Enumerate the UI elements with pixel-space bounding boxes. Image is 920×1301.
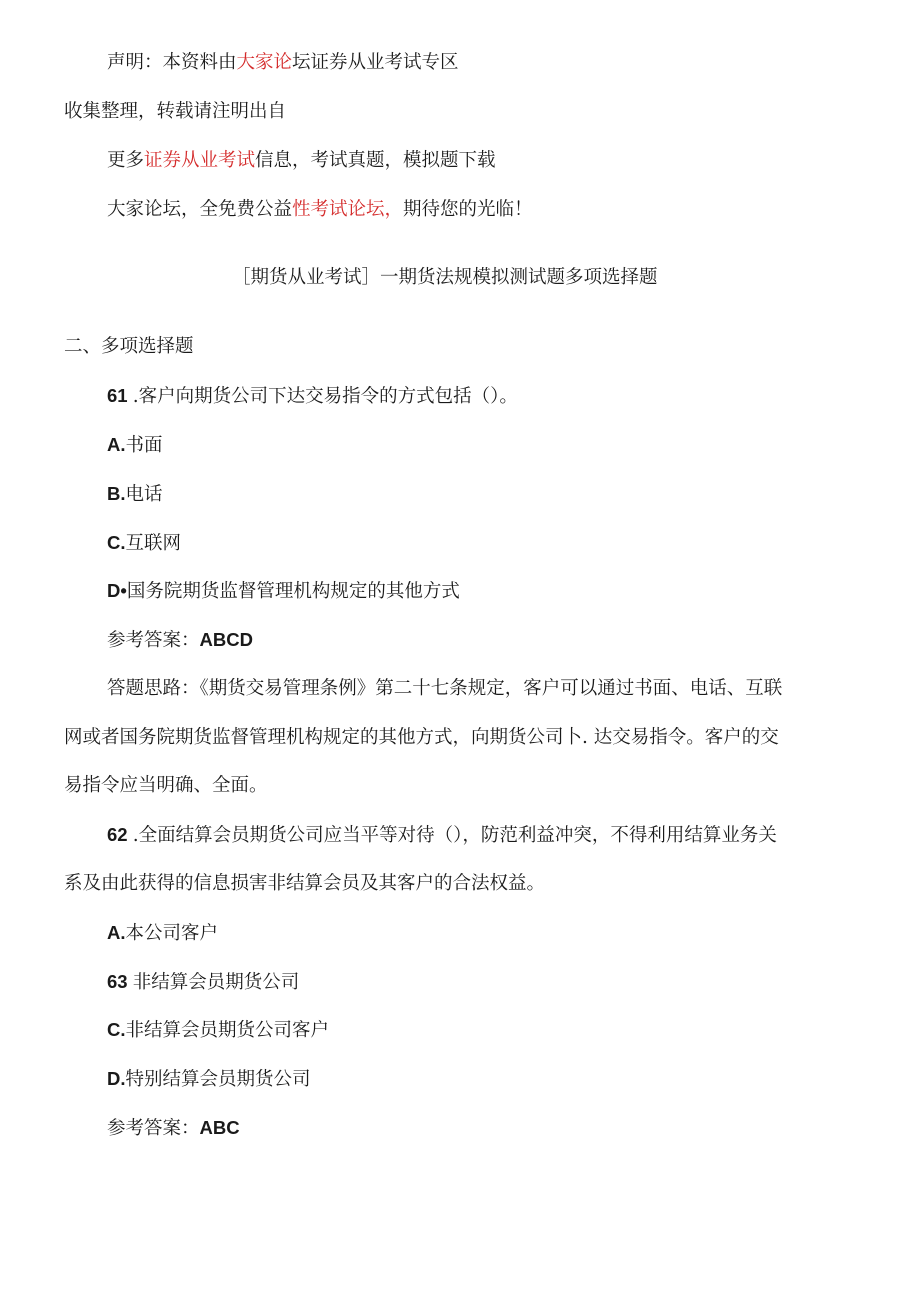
option-label: D• [107,580,127,601]
notice-line-3 [107,148,496,174]
question-62-line-2: 系及由此获得的信息损害非结算会员及其客户的合法权益。 [64,873,546,894]
option-text: 本公司客户 [125,923,219,944]
option-text: 非结算会员期货公司 [132,972,300,993]
answer-label: 参考答案： [107,1118,200,1139]
q61-option-a [107,432,163,459]
option-text: 非结算会员期货公司客户 [125,1020,330,1041]
option-text: 电话 [125,484,163,505]
notice-text: 期待您的光临！ [403,199,533,220]
notice-text: 坛证券从业考试专区 [292,52,459,73]
option-text: 国务院期货监督管理机构规定的其他方式 [126,581,460,602]
question-text: .客户向期货公司下达交易指令的方式包括（）。 [132,386,518,407]
q61-explanation-line-3: 易指令应当明确、全面。 [64,775,268,796]
question-number: 62 [107,824,133,845]
q61-answer [107,627,253,654]
q62-option-b [107,969,299,996]
notice-line-4 [107,197,533,223]
notice-text: 更多 [107,150,145,171]
notice-text: 声明：本资料由 [107,52,237,73]
question-number: 61 [107,385,133,406]
option-label: B. [107,483,126,504]
notice-text: 大家论坛，全免费公益 [107,199,293,220]
q62-answer [107,1115,240,1142]
option-label: C. [107,532,126,553]
q61-explanation-line-1: 答题思路：《期货交易管理条例》第二十七条规定，客户可以通过书面、电话、互联 [107,678,783,699]
question-text: .全面结算会员期货公司应当平等对待（），防范利益冲突，不得利用结算业务关 [132,825,777,846]
q61-option-d [107,578,460,605]
question-62 [107,822,777,849]
answer-label: 参考答案： [107,630,200,651]
document-title: ［期货从业考试］一期货法规模拟测试题多项选择题 [232,267,658,288]
q62-option-a [107,920,218,947]
notice-line-2: 收集整理，转载请注明出自 [64,101,287,122]
q62-option-d [107,1066,311,1093]
notice-text: 信息，考试真题，模拟题下载 [255,150,496,171]
question-61 [107,383,518,410]
answer-value: ABC [199,1117,240,1138]
option-text: 特别结算会员期货公司 [125,1069,311,1090]
q61-option-c [107,530,181,557]
option-label: D. [107,1068,126,1089]
option-label: 63 [107,971,133,992]
answer-value: ABCD [199,629,253,650]
q61-option-b [107,481,163,508]
notice-link-text: 大家论 [236,52,293,73]
option-label: A. [107,922,126,943]
option-label: C. [107,1019,126,1040]
notice-line-1 [107,50,459,76]
option-text: 书面 [125,435,163,456]
notice-link-text: 性考试论坛， [292,199,404,220]
q62-option-c [107,1017,329,1044]
q61-explanation-line-2: 网或者国务院期货监督管理机构规定的其他方式，向期货公司卜. 达交易指令。客户的交 [64,727,779,748]
notice-link-text: 证券从业考试 [144,150,256,171]
option-label: A. [107,434,126,455]
option-text: 互联网 [125,533,182,554]
section-heading: 二、多项选择题 [64,336,194,357]
